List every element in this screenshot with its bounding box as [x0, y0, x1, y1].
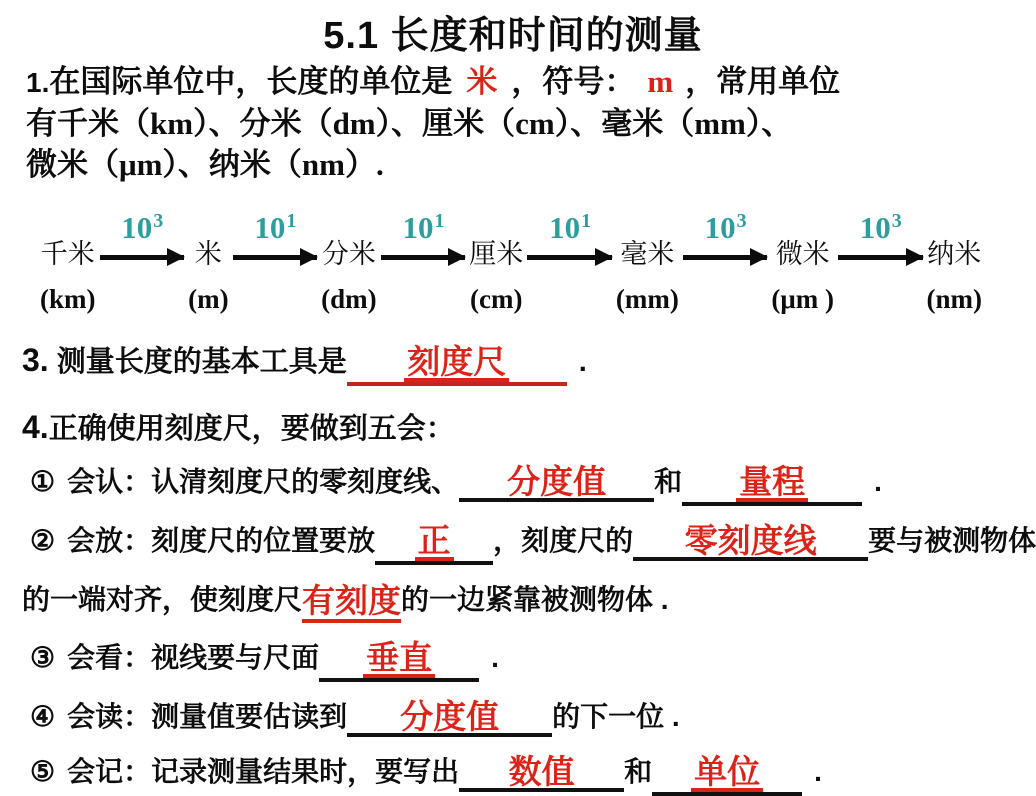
unit-block-nm	[927, 201, 983, 315]
answer-text: 分度值	[400, 697, 500, 735]
unit-name: 米	[194, 239, 222, 269]
answer-text: 刻度尺	[404, 345, 509, 382]
answer-blank	[459, 465, 654, 502]
rule3-period: .	[491, 641, 499, 673]
answer-text: 分度值	[507, 463, 607, 500]
item3-period: .	[578, 346, 587, 378]
factor-exponent: 10 $^1$	[549, 210, 592, 245]
rule2-text: 会放：刻度尺的位置要放	[67, 525, 376, 556]
unit-symbol: (mm)	[615, 284, 679, 314]
rule1-text: 会认：认清刻度尺的零刻度线、	[67, 466, 460, 497]
arrow-right-icon	[527, 255, 612, 260]
item3-text: 测量长度的基本工具是	[48, 346, 347, 378]
answer-text: 有刻度	[302, 584, 401, 623]
unit-name: 千米	[40, 239, 95, 269]
intro-seg-b: ，符号：	[511, 64, 636, 99]
answer-blank	[652, 752, 802, 796]
rule-line-4	[30, 695, 1026, 737]
intro-line-3: 微米（μm）、纳米（nm）.	[26, 147, 384, 182]
unit-symbol: (μm )	[771, 284, 834, 314]
statement-item3	[22, 339, 1026, 386]
rule4-post: 的下一位 .	[552, 700, 680, 732]
unit-name: 纳米	[927, 239, 982, 269]
intro-seg-c: ，常用单位	[685, 64, 841, 99]
intro-paragraph	[26, 61, 1012, 185]
rule-line-2	[30, 519, 1036, 565]
conversion-arrow-6	[834, 201, 927, 260]
intro-seg-a: 在国际单位中，长度的单位是	[49, 64, 453, 99]
answer-meter: 米	[466, 64, 498, 99]
rule2-post: 要与被测物体	[868, 525, 1036, 556]
intro-number: 1.	[26, 67, 50, 98]
rule4-text: 会读：测量值要估读到	[67, 700, 348, 732]
intro-line-2: 有千米（km）、分米（dm）、厘米（cm）、毫米（mm）、	[26, 106, 793, 141]
unit-block-mm	[616, 201, 679, 315]
answer-blank	[375, 524, 493, 565]
unit-symbol: (cm)	[470, 284, 523, 314]
unit-name: 厘米	[469, 239, 524, 269]
answer-text: 数值	[508, 752, 575, 790]
arrow-right-icon	[381, 255, 466, 260]
arrow-right-icon	[683, 255, 768, 260]
arrow-right-icon	[100, 255, 185, 260]
statement-item4	[22, 406, 1026, 447]
unit-block-um	[771, 201, 834, 315]
circled-number-1: ①	[30, 466, 56, 497]
rule2-mid: ，刻度尺的	[493, 525, 634, 556]
unit-name: 毫米	[620, 239, 675, 269]
rule-line-2-continued	[22, 578, 1026, 623]
factor-exponent: 10 $^3$	[859, 210, 902, 245]
circled-number-3: ③	[30, 641, 56, 673]
unit-block-cm	[469, 201, 523, 315]
rule3-text: 会看：视线要与尺面	[67, 641, 320, 673]
factor-exponent: 10 $^1$	[254, 210, 297, 245]
unit-symbol: (dm)	[321, 284, 377, 314]
rule-line-3	[30, 636, 1026, 682]
answer-text: 量程	[736, 465, 808, 502]
unit-block-m	[188, 201, 228, 315]
conversion-arrow-4	[523, 201, 616, 260]
answer-blank	[347, 345, 567, 386]
rule5-period: .	[814, 755, 822, 787]
item4-text: 正确使用刻度尺，要做到五会：	[48, 413, 455, 445]
factor-exponent: 10 $^3$	[704, 210, 747, 245]
rule5-mid: 和	[624, 755, 653, 787]
unit-symbol: (m)	[188, 284, 229, 314]
answer-blank	[347, 697, 552, 737]
conversion-arrow-2	[229, 201, 322, 260]
conversion-arrow-3	[377, 201, 470, 260]
unit-symbol: (km)	[40, 284, 96, 314]
unit-block-km	[40, 201, 96, 315]
unit-name: 微米	[775, 239, 830, 269]
conversion-arrow-1	[96, 201, 189, 260]
answer-blank	[682, 465, 862, 506]
answer-blank	[319, 638, 479, 682]
unit-name: 分米	[321, 239, 376, 269]
page-title: 5.1 长度和时间的测量	[323, 15, 703, 57]
answer-text: 垂直	[363, 641, 435, 678]
item4-number: 4.	[22, 409, 49, 445]
rule-line-5	[30, 750, 1026, 796]
intro-line-1	[26, 61, 1012, 103]
factor-exponent: 10 $^1$	[402, 210, 445, 245]
unit-conversion-diagram	[0, 201, 1026, 315]
rule1-mid: 和	[654, 466, 683, 497]
circled-number-5: ⑤	[30, 755, 56, 787]
unit-symbol: (nm)	[926, 284, 983, 314]
rule1-period: .	[874, 466, 882, 497]
circled-number-2: ②	[30, 525, 56, 556]
answer-blank	[633, 524, 868, 561]
rule5-text: 会记：记录测量结果时，要写出	[67, 755, 460, 787]
answer-text: 单位	[691, 755, 763, 792]
item3-number: 3.	[22, 342, 49, 378]
answer-text: 零刻度线	[684, 522, 817, 559]
slide-page	[0, 4, 1036, 790]
arrow-right-icon	[233, 255, 318, 260]
rule2cont-post: 的一边紧靠被测物体 .	[401, 584, 669, 615]
rule-line-1	[30, 460, 1026, 506]
circled-number-4: ④	[30, 700, 56, 732]
rule2cont-text: 的一端对齐，使刻度尺	[22, 584, 303, 615]
answer-blank	[459, 752, 624, 792]
answer-meter-symbol: m	[647, 64, 674, 99]
answer-text: 正	[415, 524, 454, 561]
conversion-arrow-5	[679, 201, 772, 260]
unit-block-dm	[321, 201, 377, 315]
arrow-right-icon	[838, 255, 923, 260]
factor-exponent: 10 $^3$	[121, 210, 164, 245]
